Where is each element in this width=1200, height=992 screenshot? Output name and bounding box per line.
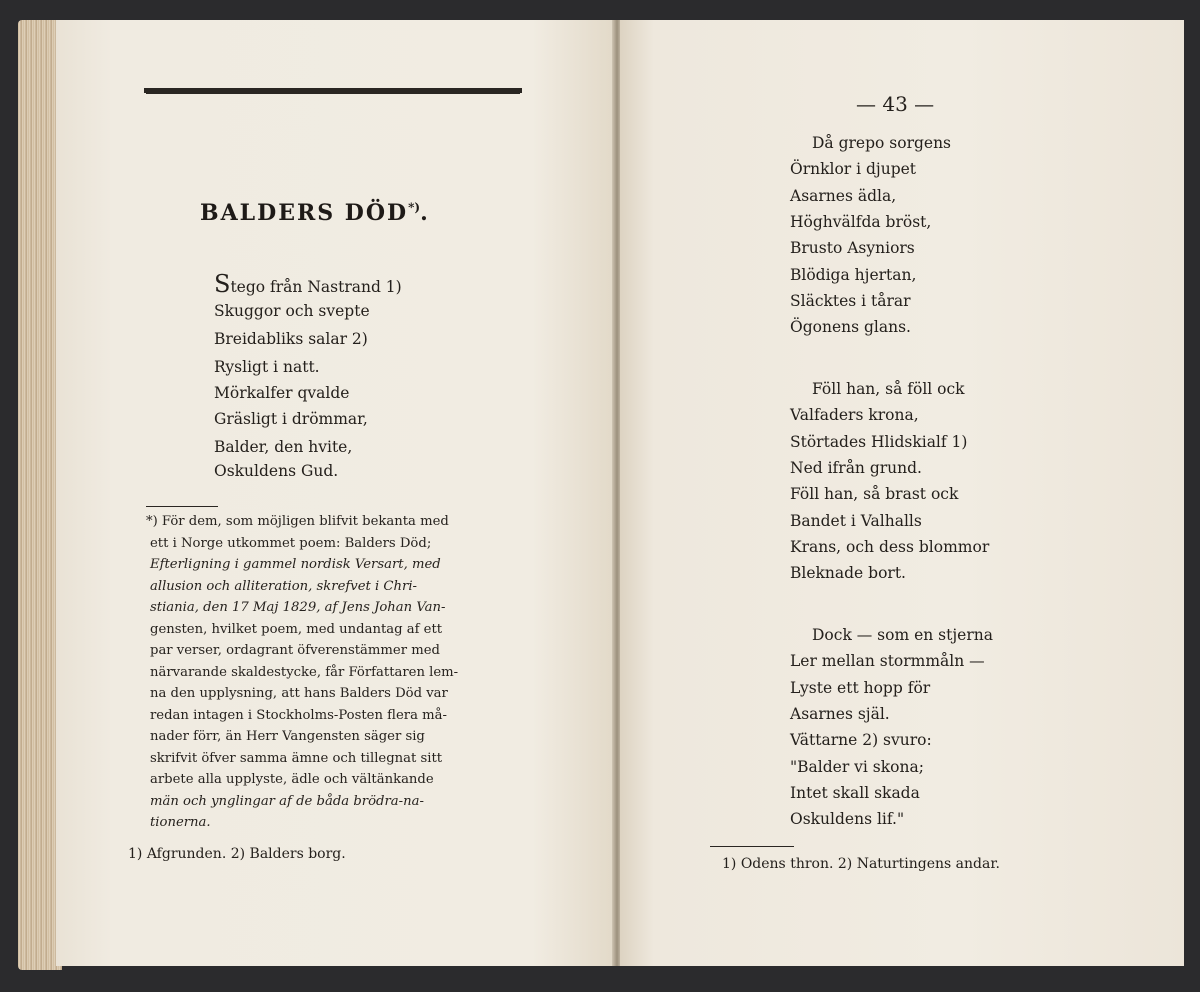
verse-text: Gräsligt i drömmar, (214, 410, 368, 428)
footnote-line: tionerna. (150, 815, 211, 830)
header-ornament-rule (144, 88, 522, 93)
left-verse-line (214, 410, 368, 428)
right-verse-line: Oskuldens lif." (790, 810, 905, 829)
poem-title: BALDERS DÖD*). (200, 200, 430, 226)
footnote-line: ett i Norge utkommet poem: Balders Död; (150, 535, 432, 551)
right-verse-line: Intet skall skada (790, 783, 920, 802)
right-verse-line: Asarnes ädla, (790, 186, 897, 205)
right-verse-line: Vättarne 2) svuro: (790, 731, 932, 750)
right-verse-line: Höghvälfda bröst, (790, 212, 932, 231)
footnote-line: *) För dem, som möjligen blifvit bekanta med (146, 514, 449, 529)
left-footnote-rule (146, 506, 218, 507)
drop-capital: S (214, 270, 231, 298)
verse-text: Breidabliks salar 2) (214, 330, 368, 348)
right-footnote-rule (710, 846, 794, 847)
right-verse-line: Bleknade bort. (790, 564, 906, 583)
title-footnote-mark: *) (408, 200, 421, 215)
left-verse-line (214, 358, 320, 376)
left-verse-line (214, 330, 368, 348)
right-verse-line: Lyste ett hopp för (790, 678, 931, 697)
verse-text: tego från Nastrand 1) (230, 278, 402, 296)
right-verse-line: Släcktes i tårar (790, 291, 911, 310)
right-bottom-notes: 1) Odens thron. 2) Naturtingens andar. (722, 856, 1000, 872)
left-verse-line (214, 270, 402, 298)
right-verse-line: Dock — som en stjerna (812, 626, 993, 644)
right-verse-line: Ned ifrån grund. (790, 458, 922, 477)
right-verse-line: Störtades Hlidskialf 1) (790, 432, 968, 451)
verse-text: Skuggor och svepte (214, 302, 370, 320)
right-verse-line: Blödiga hjertan, (790, 265, 917, 284)
left-verse-line (214, 438, 352, 456)
left-verse-line (214, 384, 349, 402)
verse-text: Balder, den hvite, (214, 438, 353, 456)
left-bottom-notes: 1) Afgrunden. 2) Balders borg. (128, 846, 346, 862)
left-page (56, 20, 616, 966)
poem-title-text: BALDERS DÖD (200, 200, 409, 226)
page-number: — 43 — (856, 92, 935, 116)
footnote-line: stiania, den 17 Maj 1829, af Jens Johan Van- (150, 600, 446, 615)
footnote-line: närvarande skaldestycke, får Författaren lem- (150, 664, 459, 680)
verse-text: Oskuldens Gud. (214, 462, 339, 480)
right-verse-line: Föll han, så brast ock (790, 485, 959, 504)
right-verse-line: "Balder vi skona; (790, 757, 924, 776)
right-verse-line: Ler mellan stormmåln — (790, 652, 985, 671)
footnote-line: gensten, hvilket poem, med undantag af ett (150, 621, 443, 637)
footnote-line: nader förr, än Herr Vangensten säger sig (150, 729, 425, 744)
left-verse-line (214, 462, 338, 480)
right-verse-line: Örnklor i djupet (790, 160, 917, 179)
right-verse-line: Bandet i Valhalls (790, 511, 922, 530)
footnote-line: na den upplysning, att hans Balders Död var (150, 686, 448, 701)
footnote-line: arbete alla upplyste, ädle och vältänkande (150, 772, 434, 787)
right-verse-line: Ögonens glans. (790, 318, 911, 337)
footnote-line: redan intagen i Stockholms-Posten flera må- (150, 707, 447, 723)
verse-text: Rysligt i natt. (214, 358, 320, 376)
right-verse-line: Valfaders krona, (790, 406, 919, 425)
footnote-line: skrifvit öfver samma ämne och tillegnat sitt (150, 750, 443, 766)
footnote-line: Efterligning i gammel nordisk Versart, med (150, 557, 441, 572)
right-verse-line: Föll han, så föll ock (812, 380, 965, 398)
right-verse-line: Krans, och dess blommor (790, 537, 990, 556)
right-verse-line: Asarnes själ. (790, 704, 890, 723)
right-verse-line: Då grepo sorgens (812, 134, 952, 152)
right-verse-line: Brusto Asyniors (790, 239, 915, 258)
left-verse-line (214, 302, 370, 320)
footnote-line: par verser, ordagrant öfverenstämmer med (150, 643, 440, 658)
footnote-line: allusion och alliteration, skrefvet i Chri- (150, 578, 417, 594)
verse-text: Mörkalfer qvalde (214, 384, 350, 402)
footnote-line: män och ynglingar af de båda brödra-na- (150, 793, 424, 809)
